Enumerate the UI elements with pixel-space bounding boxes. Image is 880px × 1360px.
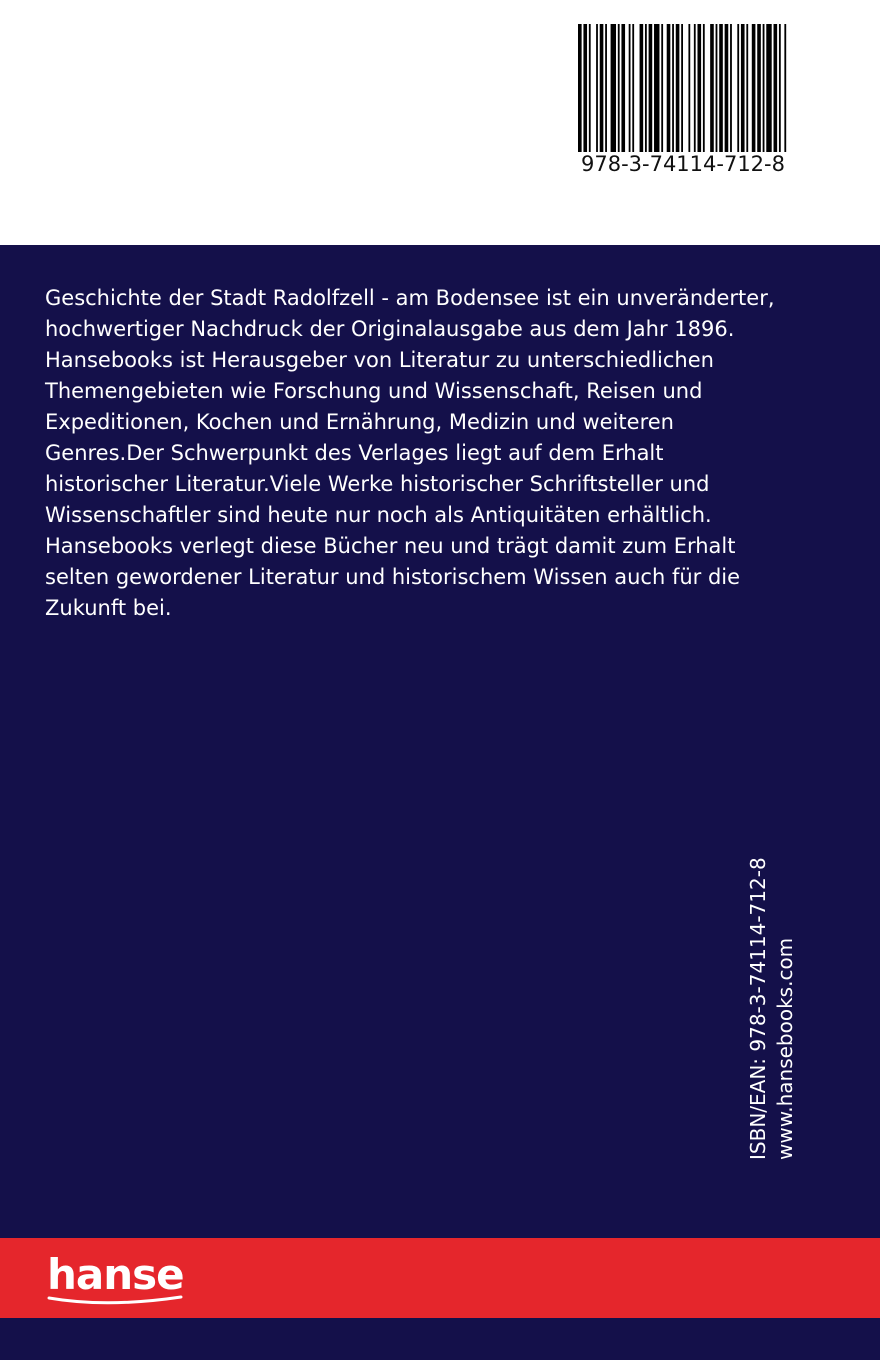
barcode-bar xyxy=(629,24,631,152)
barcode-bar xyxy=(784,24,786,152)
barcode xyxy=(578,24,788,152)
barcode-bar xyxy=(694,24,696,152)
barcode-bar xyxy=(730,24,732,152)
barcode-number: 978-3-74114-712-8 xyxy=(580,152,785,176)
barcode-bar xyxy=(725,24,729,152)
barcode-area xyxy=(0,0,880,245)
barcode-bar xyxy=(752,24,756,152)
barcode-bar xyxy=(779,24,781,152)
barcode-bar xyxy=(757,24,761,152)
barcode-bar xyxy=(611,24,616,152)
barcode-bar xyxy=(596,24,598,152)
barcode-bar xyxy=(697,24,701,152)
barcode-bar xyxy=(583,24,587,152)
barcode-bar xyxy=(589,24,591,152)
barcode-bar xyxy=(703,24,705,152)
isbn-ean-text: ISBN/EAN: 978-3-74114-712-8 xyxy=(746,857,770,1160)
book-description: Geschichte der Stadt Radolfzell - am Bodensee ist ein unveränderter, hochwertiger Nachdruck der Originalausgabe aus dem Jahr 1896. Hansebooks ist Herausgeber von Literatur zu unterschiedlichen Themengebieten wie Forschung und Wissenschaft, Reisen und Expeditionen, Kochen und Ernährung, Medizin und weiteren Genres.Der Schwerpunkt des Verlages liegt auf dem Erhalt historischer Literatur.Viele Werke historischer Schriftsteller und Wissenschaftler sind heute nur noch als Antiquitäten erhältlich. Hansebooks verlegt diese Bücher neu und trägt damit zum Erhalt selten gewordener Literatur und historischem Wissen auch für die Zukunft bei. xyxy=(45,286,775,620)
publisher-website: www.hansebooks.com xyxy=(773,937,797,1160)
barcode-bar xyxy=(741,24,745,152)
barcode-bar xyxy=(632,24,634,152)
barcode-bar xyxy=(681,24,683,152)
logo-wordmark: hanse xyxy=(47,1250,184,1299)
barcode-bar xyxy=(618,24,620,152)
barcode-bar xyxy=(746,24,748,152)
barcode-bar xyxy=(763,24,765,152)
barcode-bar xyxy=(737,24,739,152)
barcode-bar xyxy=(672,24,674,152)
barcode-bar xyxy=(605,24,607,152)
barcode-bar xyxy=(578,24,582,152)
hanse-logo xyxy=(47,1250,184,1310)
barcode-bar xyxy=(766,24,771,152)
barcode-bar xyxy=(774,24,778,152)
barcode-bar xyxy=(716,24,718,152)
vertical-imprint xyxy=(745,857,799,1160)
barcode-bar xyxy=(719,24,723,152)
barcode-bar xyxy=(667,24,671,152)
barcode-bar xyxy=(654,24,659,152)
barcode-bar xyxy=(676,24,680,152)
barcode-bar xyxy=(621,24,625,152)
barcode-bar xyxy=(645,24,647,152)
bottom-navy-strip xyxy=(0,1318,880,1360)
barcode-bar xyxy=(688,24,690,152)
logo-swoosh-icon xyxy=(47,1294,183,1306)
barcode-bar xyxy=(649,24,653,152)
barcode-bar xyxy=(600,24,604,152)
barcode-bar xyxy=(640,24,644,152)
barcode-bar xyxy=(710,24,714,152)
barcode-bar xyxy=(661,24,663,152)
